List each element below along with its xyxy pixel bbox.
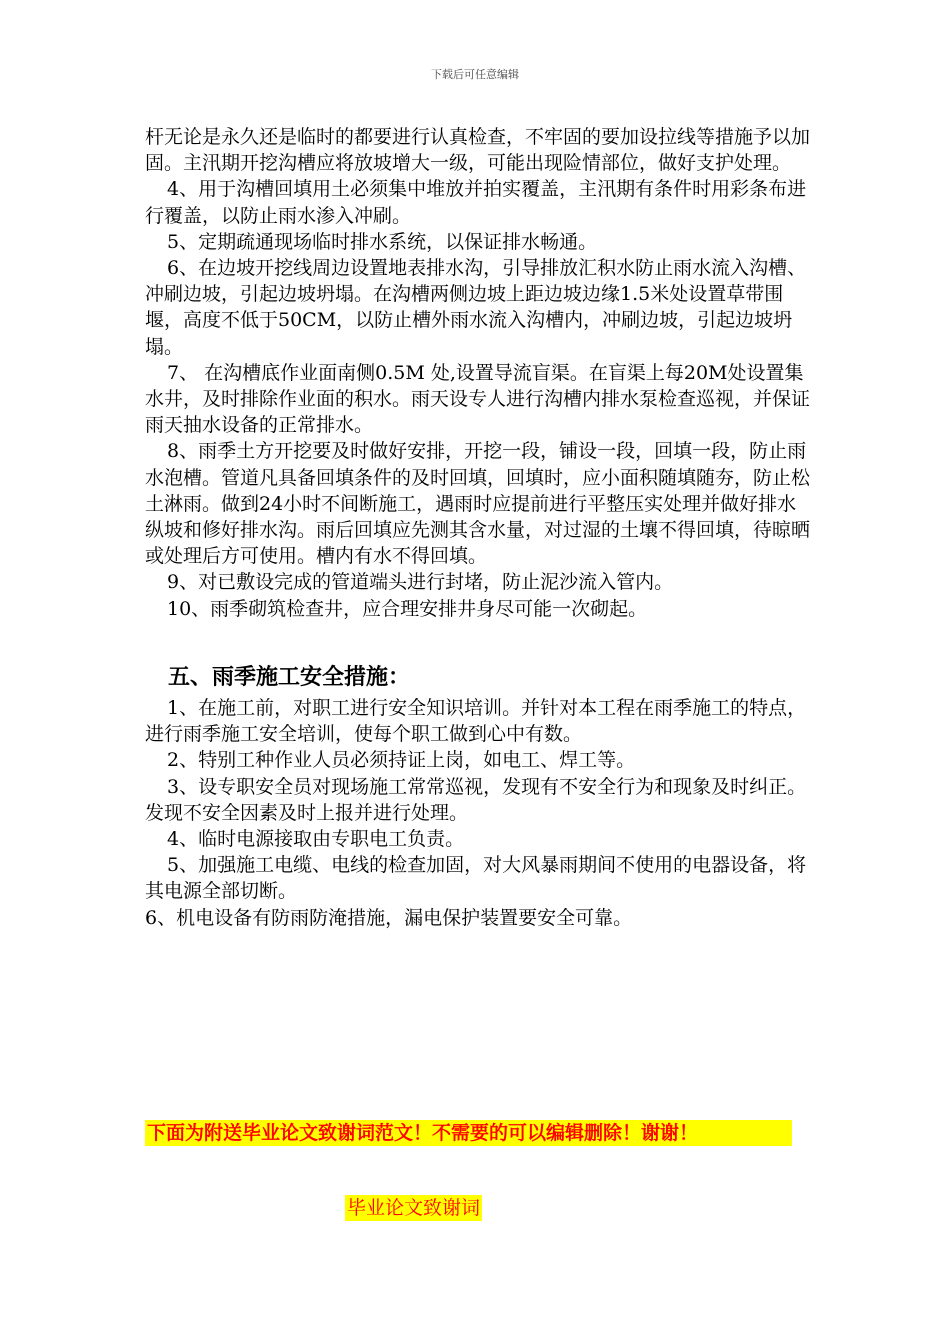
section-heading: 五、雨季施工安全措施： [168, 664, 411, 690]
paragraph: 3、设专职安全员对现场施工常常巡视，发现有不安全行为和现象及时纠正。发现不安全因素及时上报并进行处理。 [145, 775, 807, 824]
paragraph: 5、定期疏通现场临时排水系统，以保证排水畅通。 [167, 230, 598, 253]
paragraph: 杆无论是永久还是临时的都要进行认真检查，不牢固的要加设拉线等措施予以加固。主汛期开挖沟槽应将放坡增大一级，可能出现险情部位，做好支护处理。 [145, 126, 811, 175]
paragraph: 8、雨季土方开挖要及时做好安排，开挖一段，铺设一段，回填一段，防止雨水泡槽。管道凡具备回填条件的及时回填，回填时，应小面积随填随夯，防止松土淋雨。做到24小时不间断施工，遇雨时应提前进行平整压实处理并做好排水纵坡和修好排水沟。雨后回填应先测其含水量，对过湿的土壤不得回填，待晾晒或处理后方可使用。槽内有水不得回填。 [145, 440, 811, 568]
paragraph: 4、临时电源接取由专职电工负责。 [167, 828, 465, 851]
paragraph: 10、雨季砌筑检查井，应合理安排井身尽可能一次砌起。 [167, 597, 648, 620]
paragraph: 6、在边坡开挖线周边设置地表排水沟，引导排放汇积水防止雨水流入沟槽、冲刷边坡，引起边坡坍塌。在沟槽两侧边坡上距边坡边缘1.5米处设置草带围堰，高度不低于50CM，以防止槽外雨水流入沟槽内，冲刷边坡，引起边坡坍塌。 [145, 257, 807, 358]
paragraph: 6、机电设备有防雨防淹措施，漏电保护装置要安全可靠。 [145, 906, 633, 929]
paragraph: 4、用于沟槽回填用土必须集中堆放并拍实覆盖，主汛期有条件时用彩条布进行覆盖，以防止雨水渗入冲刷。 [145, 178, 807, 227]
paragraph: 7、 在沟槽底作业面南侧0.5M 处,设置导流盲渠。在盲渠上每20M处设置集水井，及时排除作业面的积水。雨天设专人进行沟槽内排水泵检查巡视，并保证雨天抽水设备的正常排水。 [145, 361, 811, 437]
page-header: 下载后可任意编辑 [431, 68, 519, 81]
highlighted-subtitle: 毕业论文致谢词 [347, 1197, 481, 1219]
paragraph: 1、在施工前，对职工进行安全知识培训。并针对本工程在雨季施工的特点，进行雨季施工安全培训，使每个职工做到心中有数。 [145, 697, 807, 746]
body-block-1 [145, 124, 815, 622]
highlighted-notice: 下面为附送毕业论文致谢词范文！不需要的可以编辑删除！谢谢！ [145, 1120, 792, 1146]
paragraph: 5、加强施工电缆、电线的检查加固，对大风暴雨期间不使用的电器设备，将其电源全部切断。 [145, 854, 807, 903]
paragraph: 2、特别工种作业人员必须持证上岗，如电工、焊工等。 [167, 749, 636, 772]
paragraph: 9、对已敷设完成的管道端头进行封堵，防止泥沙流入管内。 [167, 571, 674, 594]
body-block-2 [145, 695, 815, 931]
